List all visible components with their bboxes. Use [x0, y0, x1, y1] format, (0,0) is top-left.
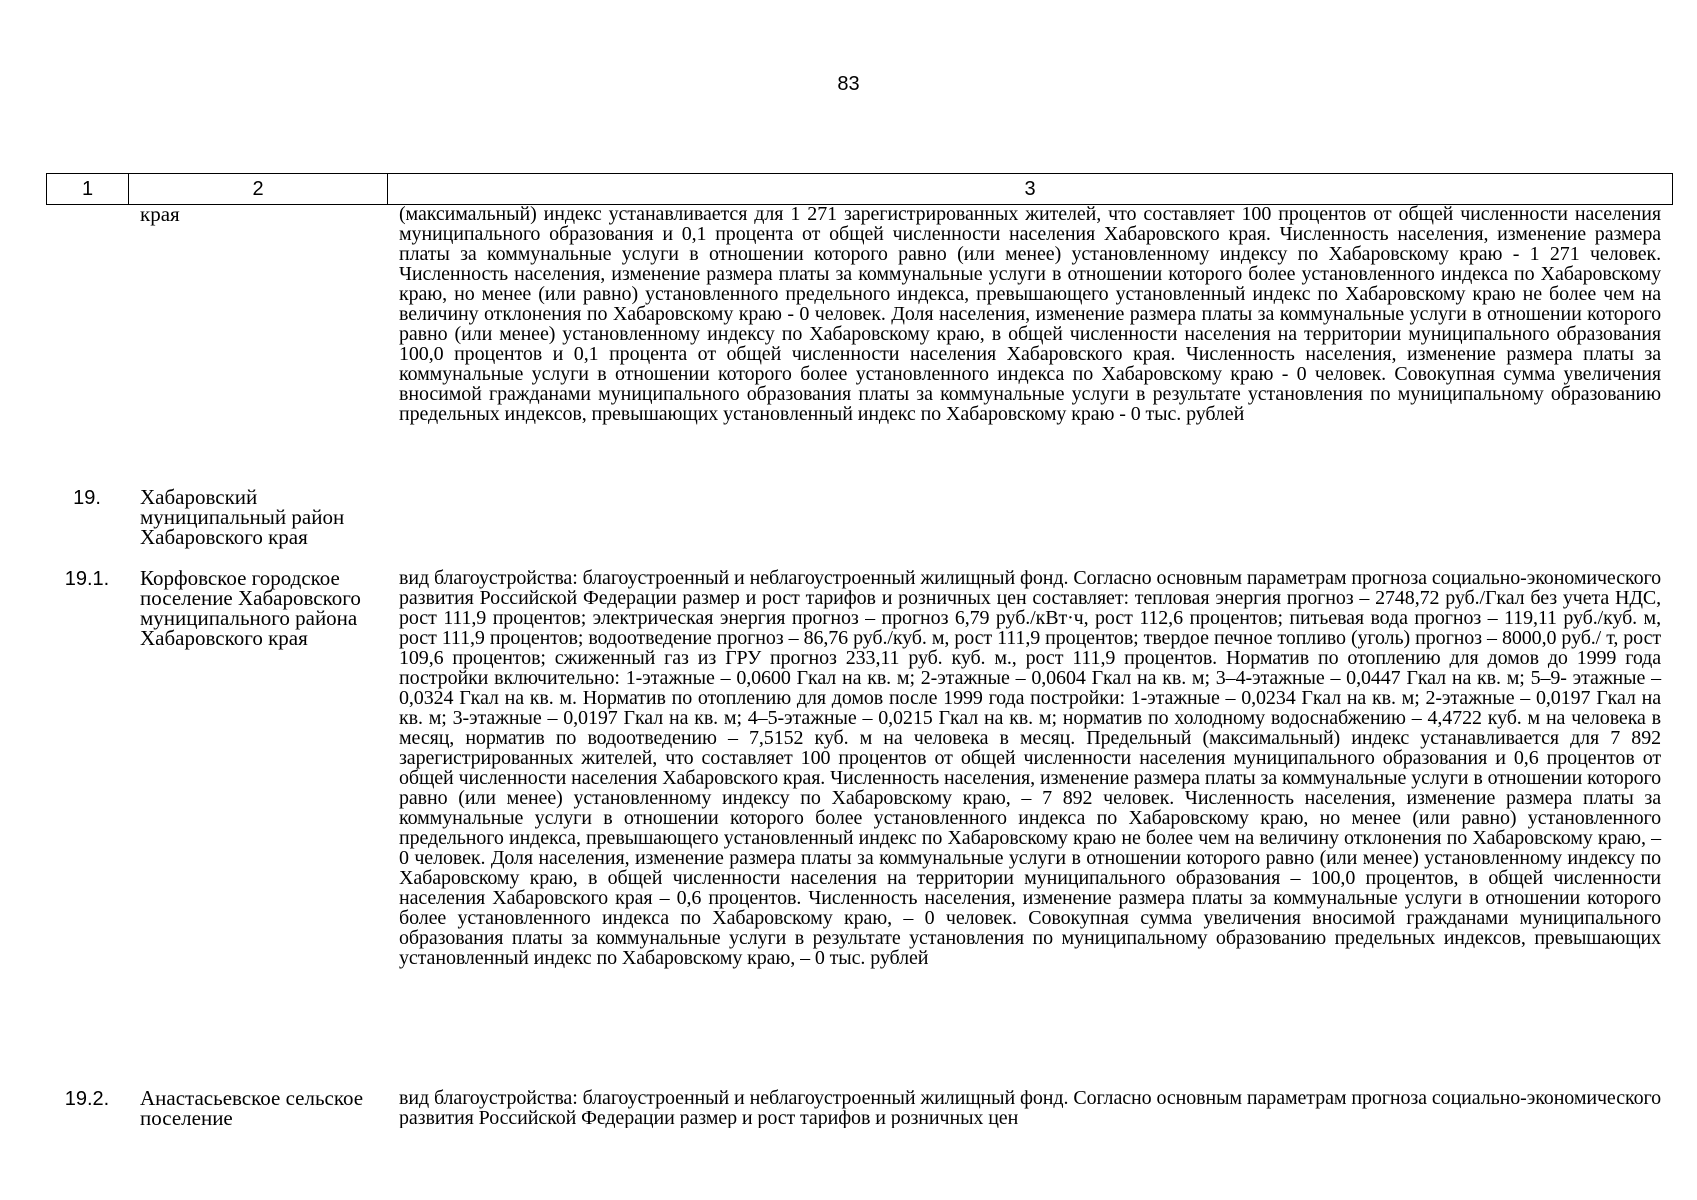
municipality-name: Хабаровский муниципальный район Хабаровского края	[140, 485, 345, 549]
header-column-1: 1	[47, 174, 129, 204]
row-number: 19.1.	[64, 568, 110, 590]
row-description: (максимальный) индекс устанавливается для 1 271 зарегистрированных жителей, что составляет 100 процентов от общей численности населения муниципального образования и 0,1 процента от общей численности населения Хабаровского края. Численность населения, изменение размера платы за коммунальные услуги в отношении которого равно (или менее) установленному индексу по Хабаровскому краю - 1 271 человек. Численность населения, изменение размера платы за коммунальные услуги в отношении которого более установленного индекса по Хабаровскому краю, но менее (или равно) установленного предельного индекса, превышающего установленный индекс по Хабаровскому краю не более чем на величину отклонения по Хабаровскому краю - 0 человек. Доля населения, изменение размера платы за коммунальные услуги в отношении которого равно (или менее) установленному индексу по Хабаровскому краю, в общей численности населения на территории муниципального образования 100,0 процентов и 0,1 процента от общей численности населения Хабаровского края. Численность населения, изменение размера платы за коммунальные услуги в отношении которого более установленного индекса по Хабаровскому краю - 0 человек. Совокупная сумма увеличения вносимой гражданами муниципального образования платы за коммунальные услуги в результате установления по муниципальному образованию предельных индексов, превышающих установленный индекс по Хабаровскому краю - 0 тыс. рублей	[399, 203, 1661, 425]
row-description: вид благоустройства: благоустроенный и неблагоустроенный жилищный фонд. Согласно основным параметрам прогноза социально-экономического развития Российской Федерации размер и рост тарифов и розничных цен	[399, 1088, 1661, 1128]
table-row	[46, 487, 1673, 568]
municipality-name: Корфовское городское поселение Хабаровского муниципального района Хабаровского края	[140, 566, 361, 650]
header-column-3: 3	[1024, 178, 1036, 200]
row-description: вид благоустройства: благоустроенный и неблагоустроенный жилищный фонд. Согласно основным параметрам прогноза социально-экономического развития Российской Федерации размер и рост тарифов и розничных цен составляет: тепловая энергия прогноз – 2748,72 руб./Гкал без учета НДС, рост 111,9 процентов; электрическая энергия прогноз – прогноз 6,79 руб./кВт·ч, рост 112,6 процентов; питьевая вода прогноз – 119,11 руб./куб. м, рост 111,9 процентов; водоотведение прогноз – 86,76 руб./куб. м, рост 111,9 процентов; твердое печное топливо (уголь) прогноз – 8000,0 руб./ т, рост 109,6 процентов; сжиженный газ из ГРУ прогноз 233,11 руб. куб. м., рост 111,9 процентов. Норматив по отоплению для домов до 1999 года постройки включительно: 1-этажные – 0,0600 Гкал на кв. м; 2-этажные – 0,0604 Гкал на кв. м; 3–4-этажные – 0,0447 Гкал на кв. м; 5–9- этажные – 0,0324 Гкал на кв. м. Норматив по отоплению для домов после 1999 года постройки: 1-этажные – 0,0234 Гкал на кв. м; 2-этажные – 0,0197 Гкал на кв. м; 3-этажные – 0,0197 Гкал на кв. м; 4–5-этажные – 0,0215 Гкал на кв. м; норматив по холодному водоснабжению – 4,4722 куб. м на человека в месяц, норматив по водоотведению – 7,5152 куб. м на человека в месяц. Предельный (максимальный) индекс устанавливается для 7 892 зарегистрированных жителей, что составляет 100 процентов от общей численности населения муниципального образования и 0,6 процентов от общей численности населения Хабаровского края. Численность населения, изменение размера платы за коммунальные услуги в отношении которого равно (или менее) установленному индексу по Хабаровскому краю, – 7 892 человек. Численность населения, изменение размера платы за коммунальные услуги в отношении которого более установленного индекса по Хабаровскому краю, но менее (или равно) установленного предельного индекса, превышающего установленный индекс по Хабаровскому краю не более чем на величину отклонения по Хабаровскому краю, – 0 человек. Доля населения, изменение размера платы за коммунальные услуги в отношении которого равно (или менее) установленному индексу по Хабаровскому краю, в общей численности населения на территории муниципального образования – 100,0 процентов, в общей численности населения Хабаровского края – 0,6 процентов. Численность населения, изменение размера платы за коммунальные услуги в отношении которого более установленного индекса по Хабаровскому краю, – 0 человек. Совокупная сумма увеличения вносимой гражданами муниципального образования платы за коммунальные услуги в результате установления по муниципальному образованию предельных индексов, превышающих установленный индекс по Хабаровскому краю, – 0 тыс. рублей	[399, 567, 1661, 969]
row-number	[46, 204, 128, 205]
page-number: 83	[837, 73, 860, 95]
table-body	[46, 204, 1673, 1148]
header-column-2: 2	[129, 174, 388, 204]
table-header	[46, 173, 1673, 205]
table-row	[46, 1088, 1673, 1148]
municipality-name: Анастасьевское сельское поселение	[140, 1088, 364, 1130]
table-row	[46, 568, 1673, 1088]
row-number: 19.	[73, 487, 101, 509]
municipality-name: края	[140, 202, 180, 226]
row-number: 19.2.	[64, 1088, 110, 1110]
table-row	[46, 204, 1673, 487]
